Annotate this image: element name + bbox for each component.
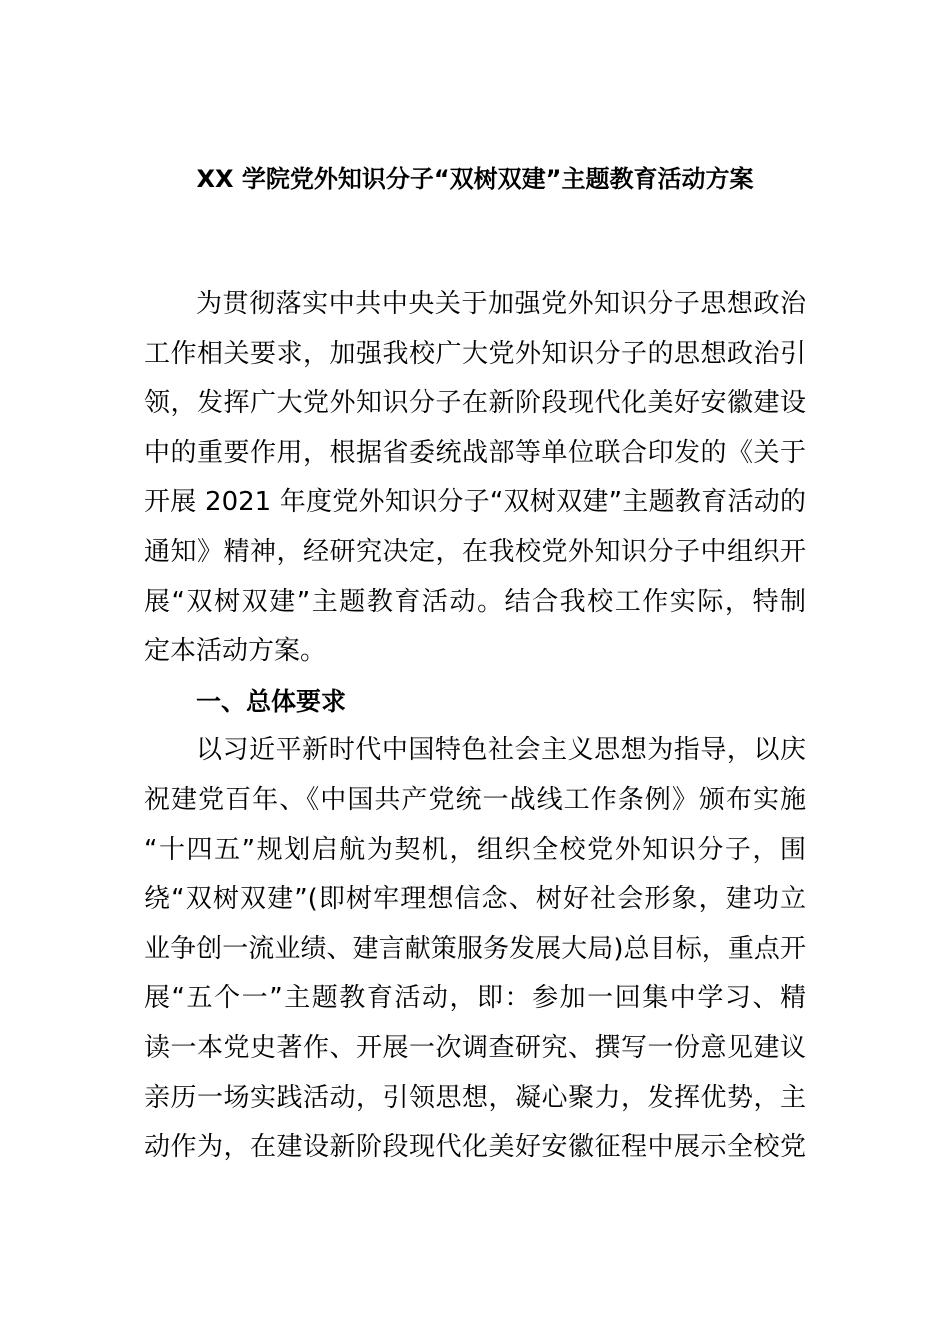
intro-line: 定本活动方案。	[144, 636, 327, 667]
section-line: 展“五个一”主题教育活动，即：参加一回集中学习、精	[144, 983, 806, 1014]
intro-line: 通知》精神，经研究决定，在我校党外知识分子中组织开	[144, 536, 806, 567]
intro-line: 展“双树双建”主题教育活动。结合我校工作实际，特制	[144, 586, 806, 617]
intro-line: 领，发挥广大党外知识分子在新阶段现代化美好安徽建设	[144, 388, 806, 419]
intro-line: 开展 2021 年度党外知识分子“双树双建”主题教育活动的	[144, 487, 806, 518]
section-line: 动作为，在建设新阶段现代化美好安徽征程中展示全校党	[144, 1132, 806, 1163]
section-heading: 一、总体要求	[196, 686, 347, 716]
intro-line: 工作相关要求，加强我校广大党外知识分子的思想政治引	[144, 338, 806, 369]
intro-line: 为贯彻落实中共中央关于加强党外知识分子思想政治	[196, 289, 806, 319]
section-line: 祝建党百年、《中国共产党统一战线工作条例》颁布实施	[144, 784, 806, 815]
section-line: 绕“双树双建”(即树牢理想信念、树好社会形象，建功立	[144, 884, 806, 915]
intro-line: 中的重要作用，根据省委统战部等单位联合印发的《关于	[144, 437, 806, 468]
section-line: 以习近平新时代中国特色社会主义思想为指导，以庆	[196, 735, 806, 766]
section-line: 读一本党史著作、开展一次调查研究、撰写一份意见建议	[144, 1032, 806, 1063]
section-line: 亲历一场实践活动，引领思想，凝心聚力，发挥优势，主	[144, 1082, 806, 1113]
section-line: 业争创一流业绩、建言献策服务发展大局)总目标，重点开	[144, 933, 806, 964]
document-title: XX 学院党外知识分子“双树双建”主题教育活动方案	[196, 165, 754, 193]
document-body	[144, 280, 806, 1173]
section-line: “十四五”规划启航为契机，组织全校党外知识分子，围	[144, 834, 806, 865]
